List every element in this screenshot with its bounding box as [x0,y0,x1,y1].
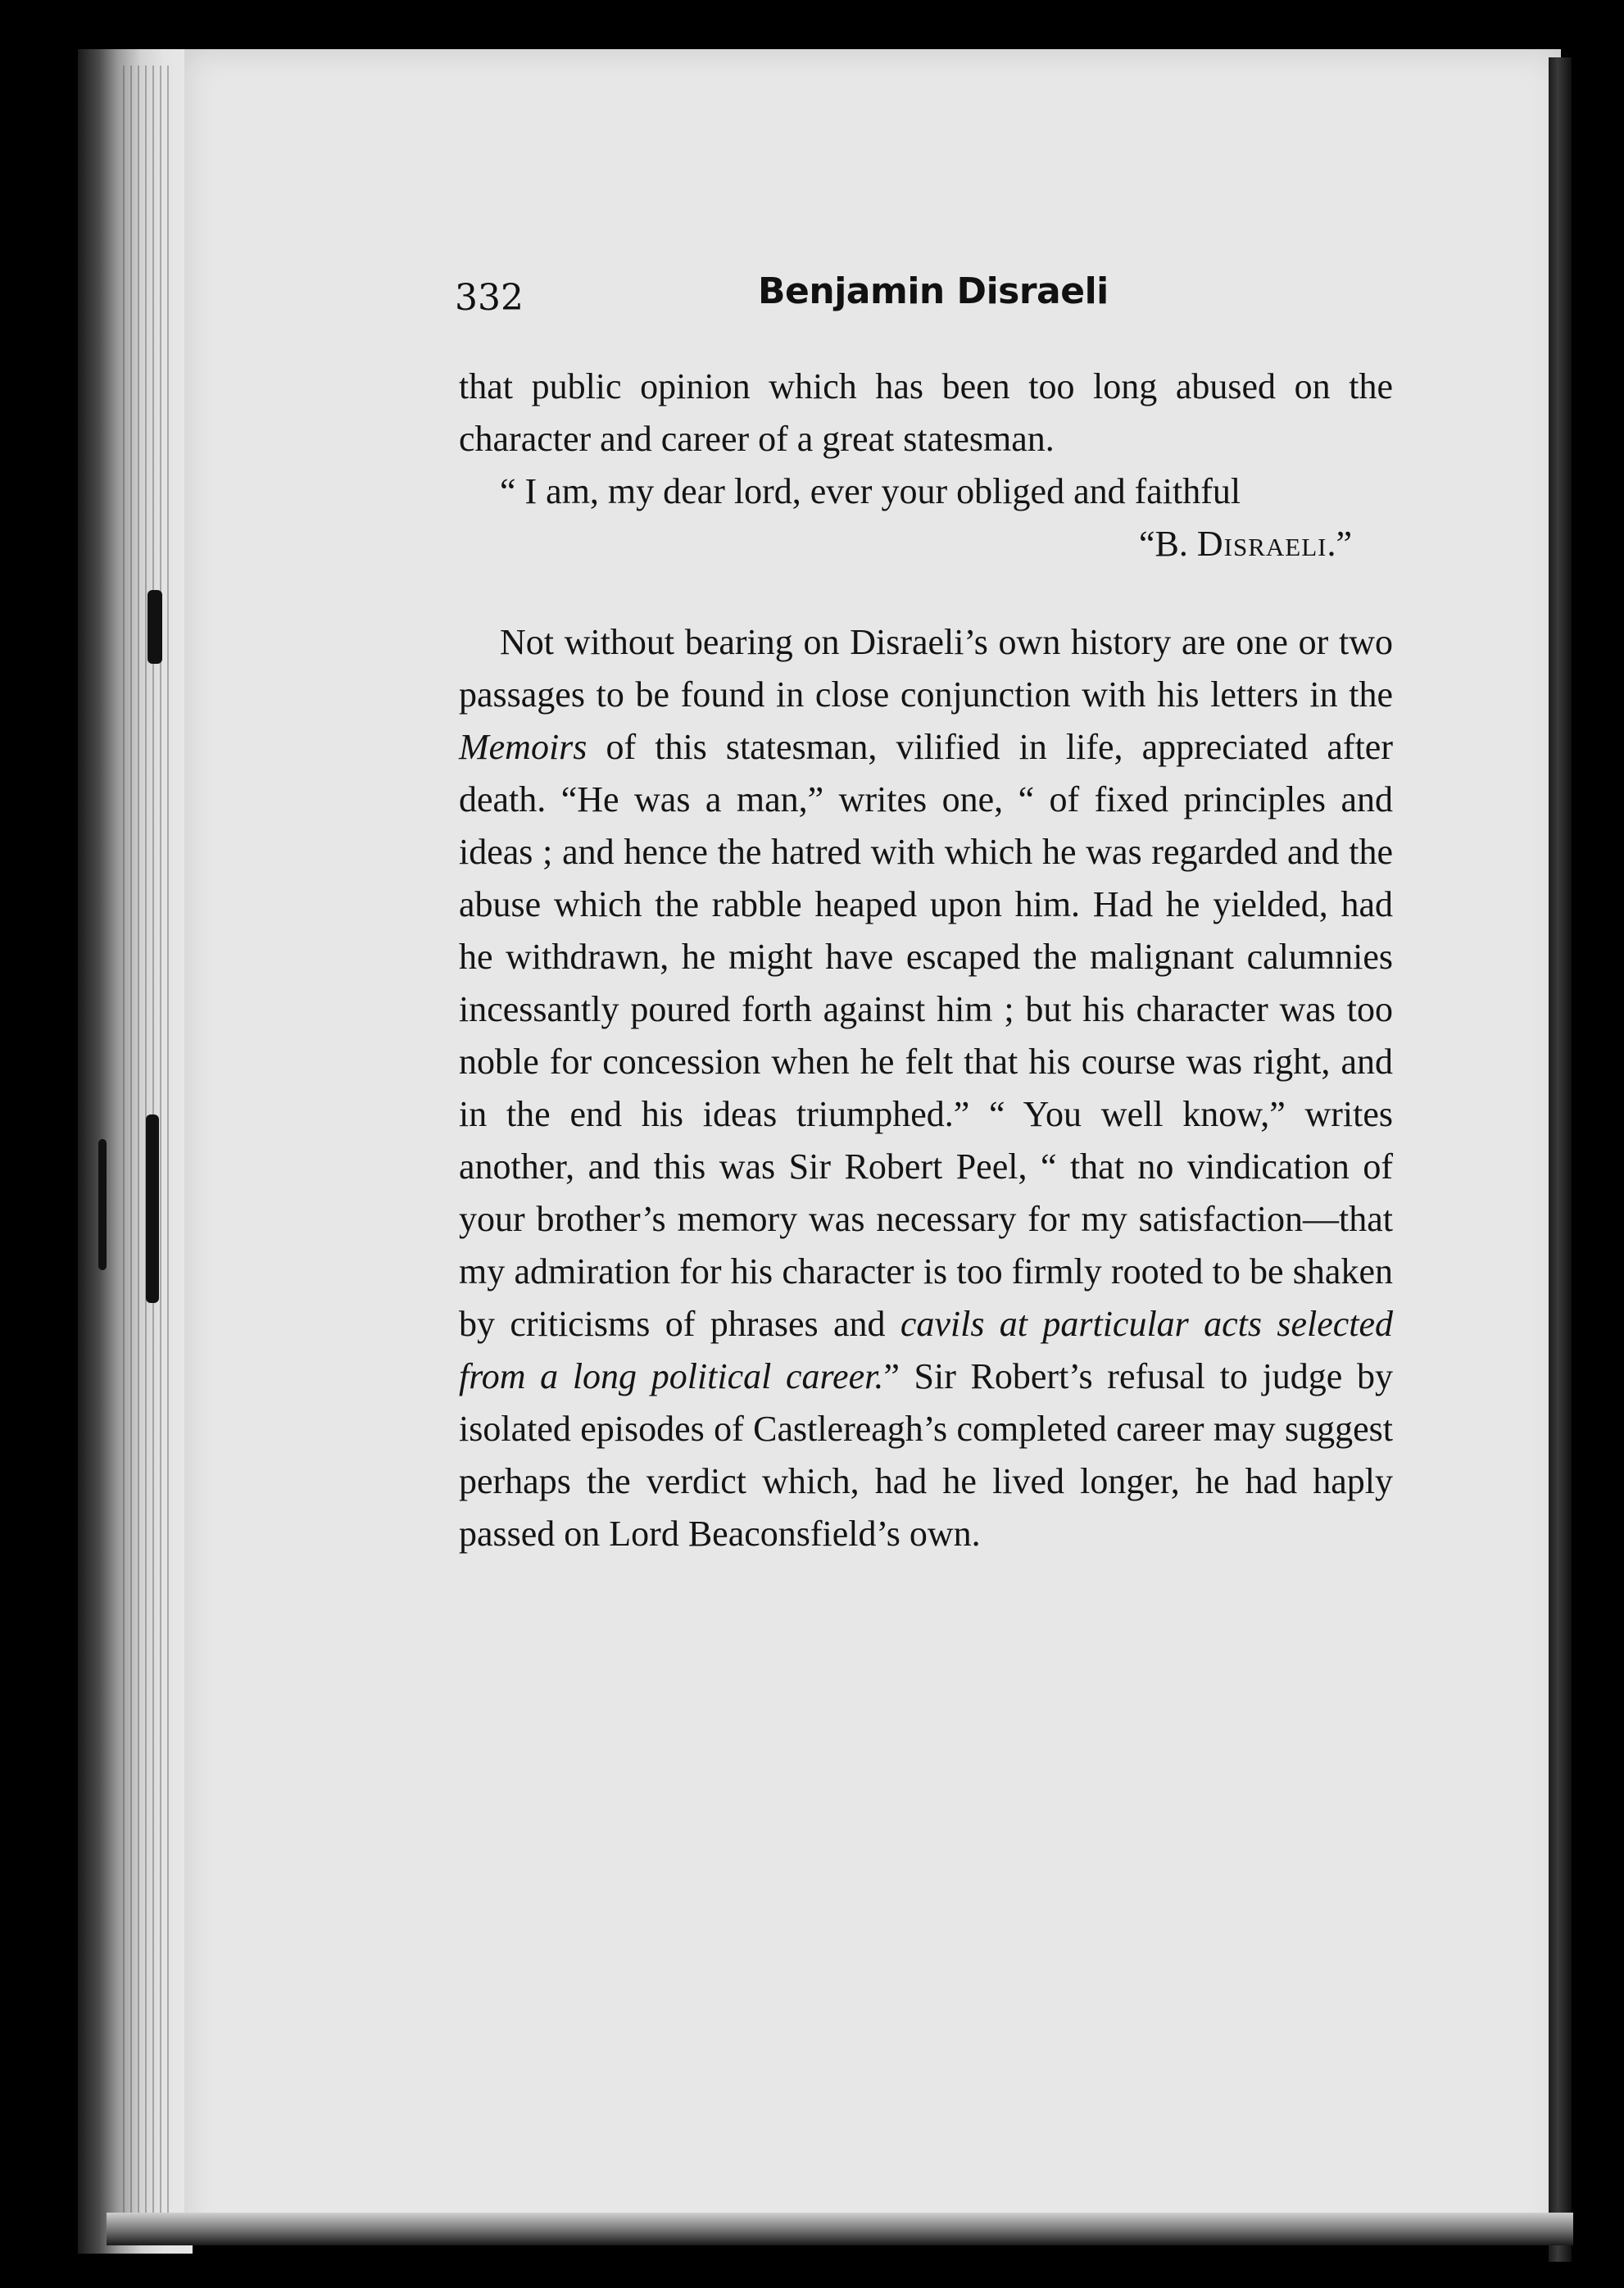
italic-title: Memoirs [459,727,587,767]
signature-close: .” [1327,524,1352,564]
signature-open: “B. [1138,524,1197,564]
italic-quote: cavils at particular acts selected from a long political career. [459,1304,1394,1396]
body-text [459,361,1393,1560]
paragraph-text: ” Sir Robert’s refusal to judge by isolated episodes of Castlereagh’s completed career may suggest perhaps the verdict which, had he lived longer, he had haply passed on Lord Beaconsfield’s own. [459,1356,1393,1554]
paragraph: “ I am, my dear lord, ever your obliged and faithful [500,471,1241,511]
right-page-edge [1549,57,1572,2262]
bottom-page-edge [107,2213,1573,2245]
paragraph: that public opinion which has been too long abused on the character and career of a great statesman. [459,366,1393,459]
signature [459,518,1393,570]
page-header [455,270,1397,336]
page-edge-mark [146,1114,159,1303]
signature-name: Disraeli [1196,524,1327,564]
running-title: Benjamin Disraeli [758,270,1109,312]
paragraph [459,616,1393,1560]
paragraph-gap [459,570,1393,616]
page-edge-mark [147,590,162,664]
page-number: 332 [455,277,524,319]
page-edge-mark [98,1139,107,1270]
paragraph-text: Not without bearing on Disraeli’s own history are one or two passages to be found in close conjunction with his letters in the [459,622,1393,715]
paragraph-text: of this statesman, vilified in life, appreciated after death. “He was a man,” writes one, “ of fixed principles and ideas ; and hence the hatred with which he was regarded and the abuse which the rabble heaped upon him. Had he yielded, had he withdrawn, he might have escaped the malignant calumnies incessantly poured forth against him ; but his character was too noble for concession when he felt that his course was right, and in the end his ideas triumphed.” “ You well know,” writes another, and this was Sir Robert Peel, “ that no vindication of your brother’s memory was necessary for my satisfaction—that my admiration for his character is too firmly rooted to be shaken by criticisms of phrases and [459,727,1393,1344]
